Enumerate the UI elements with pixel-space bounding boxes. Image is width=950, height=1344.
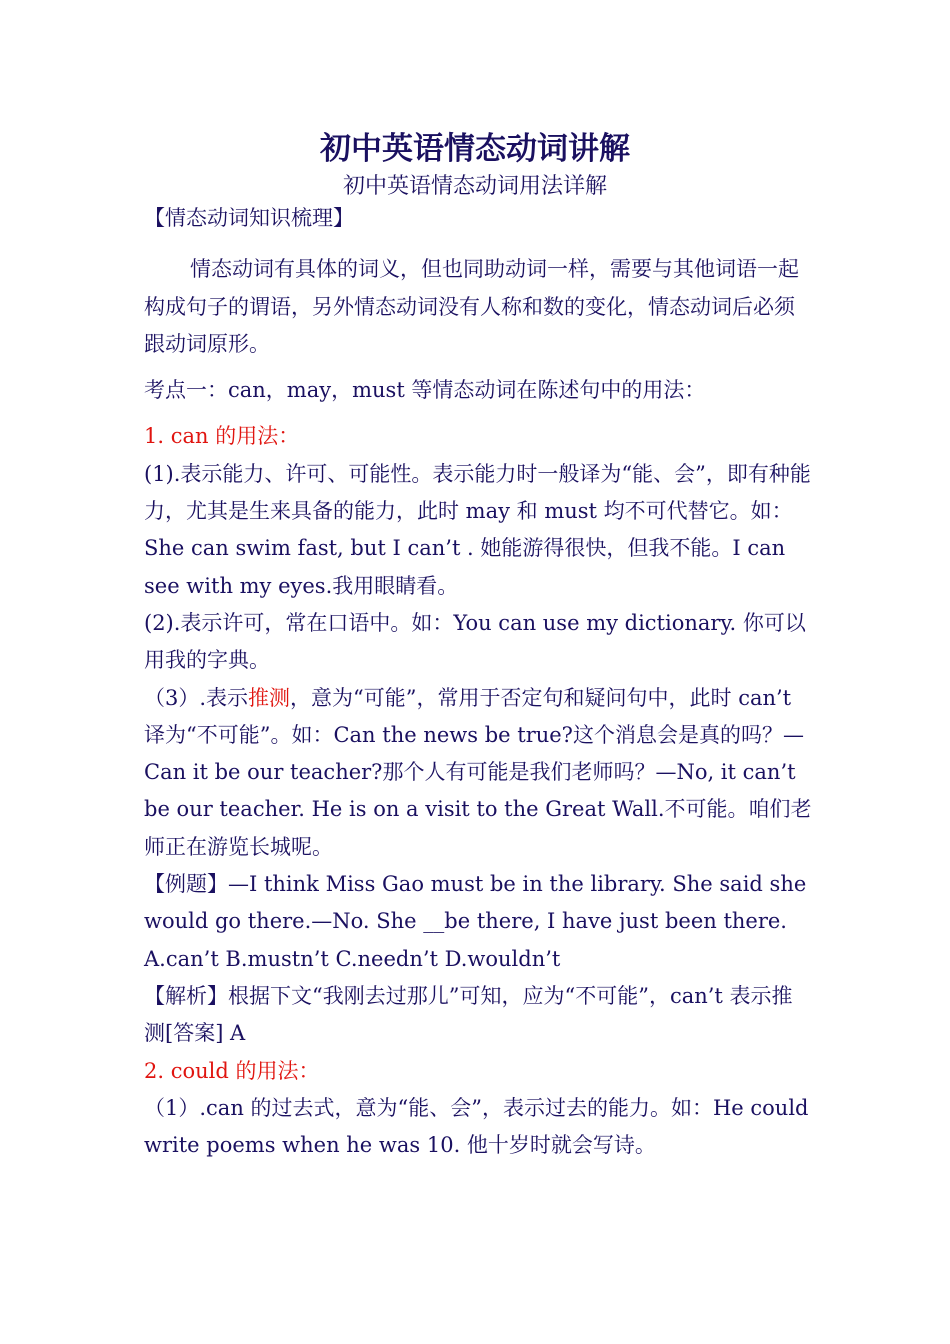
can-item-3-highlight: 推测 [248,685,291,710]
point-one-heading: 考点一：can，may，must 等情态动词在陈述句中的用法： [144,378,706,403]
can-item-3-rest: ，意为“可能”，常用于否定句和疑问句中，此时 can’t 译为“不可能”。如：Can the news be true?这个消息会是真的吗？—Can it be our teacher?那个人有可能是我们老师吗？—No, it can’t be our teacher. He is on a visit to the Great Wall.不可能。咱们老师正在游览长城呢。 [144,685,812,859]
document-body [144,200,812,1164]
can-usage-heading: 1. can 的用法： [144,424,300,449]
could-usage-heading: 2. could 的用法： [144,1058,320,1083]
can-item-2: (2).表示许可，常在口语中。如：You can use my dictionary. 你可以用我的字典。 [144,610,806,673]
could-item-1: （1）.can 的过去式，意为“能、会”，表示过去的能力。如：He could write poems when he was 10. 他十岁时就会写诗。 [144,1095,809,1158]
can-item-3 [144,680,812,866]
document-title: 初中英语情态动词讲解 [320,131,630,167]
can-analysis: 【解析】根据下文“我刚去过那儿”可知，应为“不可能”，can’t 表示推测[答案] A [144,983,793,1046]
can-example: 【例题】—I think Miss Gao must be in the library. She said she would go there.—No. She __be there, I have just been there. A.can’t B.mustn’t C.needn’t D.wouldn’t [144,872,807,971]
section-heading: 【情态动词知识梳理】 [144,206,354,230]
intro-paragraph: 情态动词有具体的词义，但也同助动词一样，需要与其他词语一起构成句子的谓语，另外情态动词没有人称和数的变化，情态动词后必须跟动词原形。 [144,257,799,356]
document-subtitle: 初中英语情态动词用法详解 [342,174,607,199]
can-item-1: (1).表示能力、许可、可能性。表示能力时一般译为“能、会”，即有种能力，尤其是生来具备的能力，此时 may 和 must 均不可代替它。如：She can swim fast, but I can’t . 她能游得很快，但我不能。I can see with my eyes.我用眼睛看。 [144,461,811,598]
can-item-3-prefix: （3）.表示 [144,685,249,710]
